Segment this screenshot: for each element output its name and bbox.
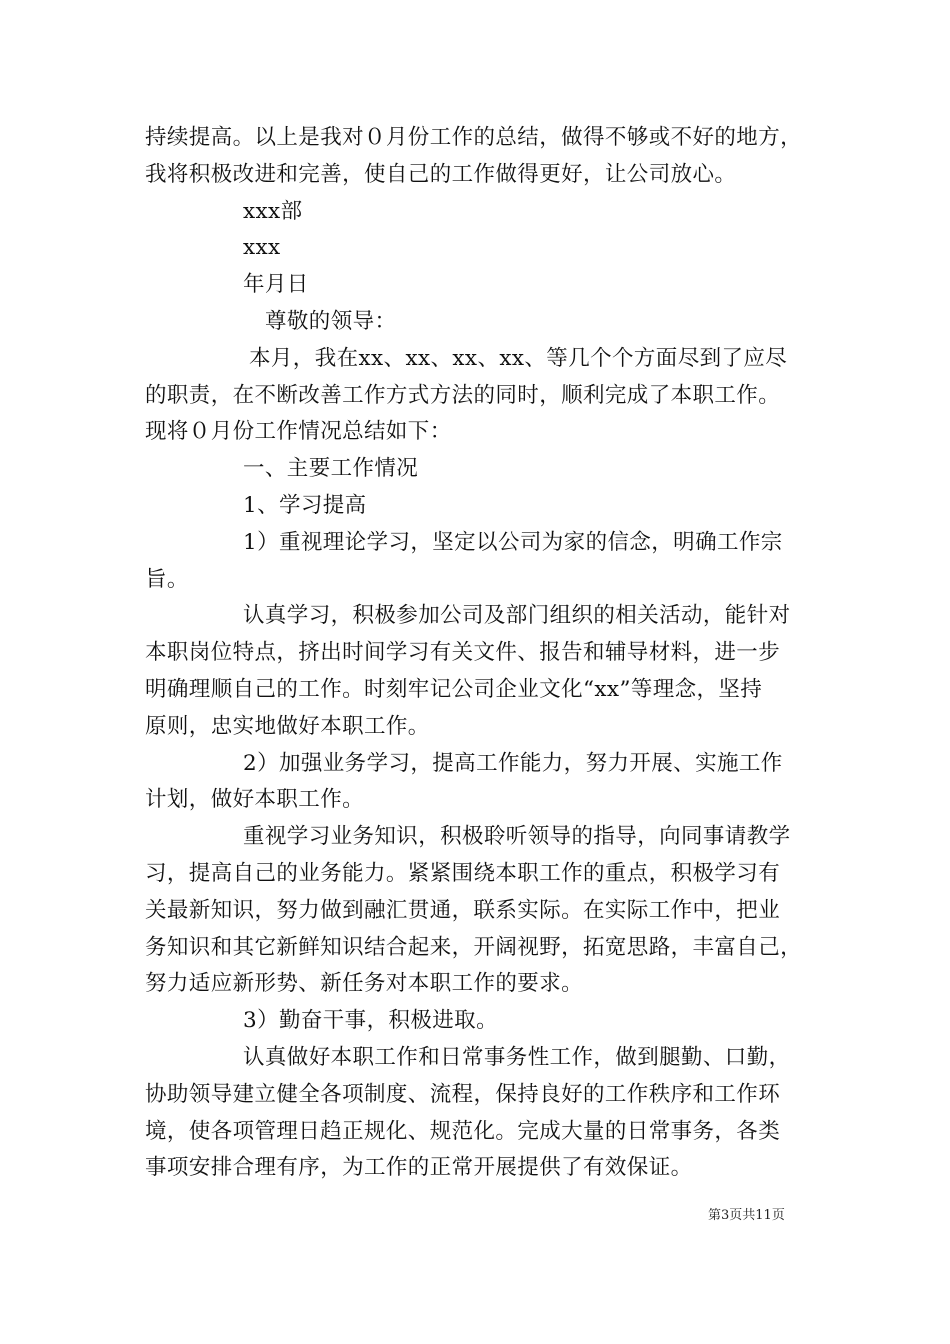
text-line: 计划，做好本职工作。 bbox=[145, 787, 365, 813]
salutation: 尊敬的领导： bbox=[265, 308, 397, 334]
text-line: 境，使各项管理日趋正规化、规范化。完成大量的日常事务，各类 bbox=[145, 1118, 781, 1144]
text-line: 习，提高自己的业务能力。紧紧围绕本职工作的重点，积极学习有 bbox=[145, 860, 781, 886]
text-line: 现将０月份工作情况总结如下： bbox=[145, 419, 452, 445]
section-heading: 一、主要工作情况 bbox=[243, 456, 419, 482]
text-line: 重视学习业务知识，积极聆听领导的指导，向同事请教学 bbox=[243, 824, 791, 850]
text-line: 事项安排合理有序，为工作的正常开展提供了有效保证。 bbox=[145, 1155, 693, 1181]
text-line: 务知识和其它新鲜知识结合起来，开阔视野，拓宽思路，丰富自己， bbox=[145, 934, 803, 960]
text-line: 持续提高。以上是我对０月份工作的总结，做得不够或不好的地方， bbox=[145, 125, 803, 150]
text-line: 本月，我在xx、xx、xx、xx、等几个个方面尽到了应尽 bbox=[249, 345, 788, 371]
date-line: 年月日 bbox=[243, 272, 309, 298]
text-line: 努力适应新形势、新任务对本职工作的要求。 bbox=[145, 971, 584, 997]
text-line: 原则，忠实地做好本职工作。 bbox=[145, 713, 430, 739]
signature-name: xxx bbox=[243, 235, 281, 261]
document-body bbox=[145, 120, 810, 1187]
text-line: 明确理顺自己的工作。时刻牢记公司企业文化“xx”等理念，坚持 bbox=[145, 676, 763, 702]
text-line: 2）加强业务学习，提高工作能力，努力开展、实施工作 bbox=[243, 750, 783, 776]
department-line: xxx部 bbox=[243, 198, 303, 224]
text-line: 协助领导建立健全各项制度、流程，保持良好的工作秩序和工作环 bbox=[145, 1081, 781, 1107]
page-number: 第3页共11页 bbox=[708, 1208, 785, 1223]
subsection-heading: 1、学习提高 bbox=[243, 492, 367, 518]
text-line: 关最新知识，努力做到融汇贯通，联系实际。在实际工作中，把业 bbox=[145, 897, 781, 923]
text-line: 旨。 bbox=[145, 566, 189, 592]
text-line: 我将积极改进和完善，使自己的工作做得更好，让公司放心。 bbox=[145, 161, 737, 187]
text-line: 的职责，在不断改善工作方式方法的同时，顺利完成了本职工作。 bbox=[145, 382, 781, 408]
text-line: 本职岗位特点，挤出时间学习有关文件、报告和辅导材料，进一步 bbox=[145, 640, 781, 666]
text-line: 认真做好本职工作和日常事务性工作，做到腿勤、口勤， bbox=[243, 1044, 791, 1070]
text-line: 认真学习，积极参加公司及部门组织的相关活动，能针对 bbox=[243, 603, 791, 629]
text-line: 1）重视理论学习，坚定以公司为家的信念，明确工作宗 bbox=[243, 529, 783, 555]
text-line: 3）勤奋干事，积极进取。 bbox=[243, 1008, 498, 1034]
